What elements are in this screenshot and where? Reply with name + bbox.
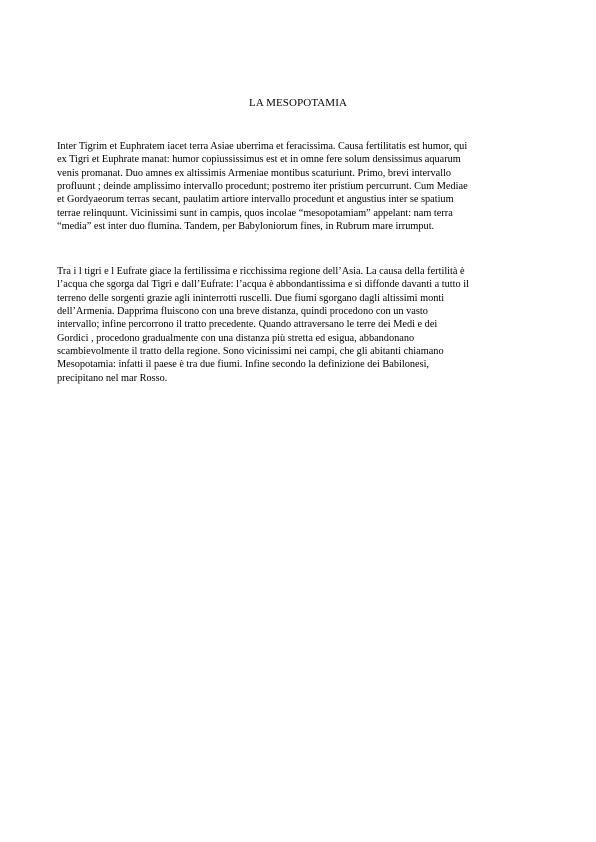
paragraph-line: terrae relinquunt. Vicinissimi sunt in campis, quos incolae “mesopotamiam” appelant: nam terra xyxy=(57,207,453,219)
paragraph-line: dell’Armenia. Dapprima fluiscono con una breve distanza, quindi procedono con un vasto xyxy=(57,306,428,318)
paragraph-line: terreno delle sorgenti grazie agli ininterrotti ruscelli. Due fiumi sgorgano dagli altissimi monti xyxy=(57,292,445,304)
paragraph-line: “media” est inter duo flumina. Tandem, per Babyloniorum fines, in Rubrum mare irrumput. xyxy=(57,221,435,233)
paragraph-line: Tra i l tigri e l Eufrate giace la fertilissima e ricchissima regione dell’Asia. La causa della fertilità è xyxy=(57,266,465,277)
paragraph-line: intervallo; infine percorrono il tratto precedente. Quando attraversano le terre dei Medi e dei xyxy=(57,319,438,331)
paragraph-line: Inter Tigrim et Euphratem iacet terra Asiae uberrima et feracissima. Causa fertilitatis est humor, qui xyxy=(57,141,468,152)
italian-paragraph xyxy=(57,265,541,385)
paragraph-line: Gordici , procedono gradualmente con una distanza più stretta ed esigua, abbandonano xyxy=(57,332,415,344)
paragraph-line: et Gordyaeorum terras secant, paulatim artiore intervallo procedunt et angustius inter se spatium xyxy=(57,194,454,206)
paragraph-line: precipitano nel mar Rosso. xyxy=(57,372,168,384)
paragraph-line: l’acqua che sgorga dal Tigri e dall’Eufrate: l’acqua è abbondantissima e si diffonde davanti a tutto il xyxy=(57,279,469,291)
latin-paragraph xyxy=(57,140,541,233)
paragraph-line: venis promanat. Duo amnes ex altissimis Armeniae montibus scaturiunt. Primo, brevi intervallo xyxy=(57,167,452,179)
paragraph-line: scambievolmente il tratto della regione. Sono vicinissimi nei campi, che gli abitanti chiamano xyxy=(57,346,444,358)
document-title: LA MESOPOTAMIA xyxy=(249,97,347,109)
paragraph-line: profluunt ; deinde amplissimo intervallo procedunt; postremo iter pristium percurrunt. Cum Mediae xyxy=(57,181,468,193)
paragraph-line: ex Tigri et Euphrate manat: humor copiussissimus est et in omne fere solum densissimus aquarum xyxy=(57,154,461,166)
paragraph-line: Mesopotamia: infatti il paese è tra due fiumi. Infine secondo la definizione dei Babilonesi, xyxy=(57,359,430,371)
